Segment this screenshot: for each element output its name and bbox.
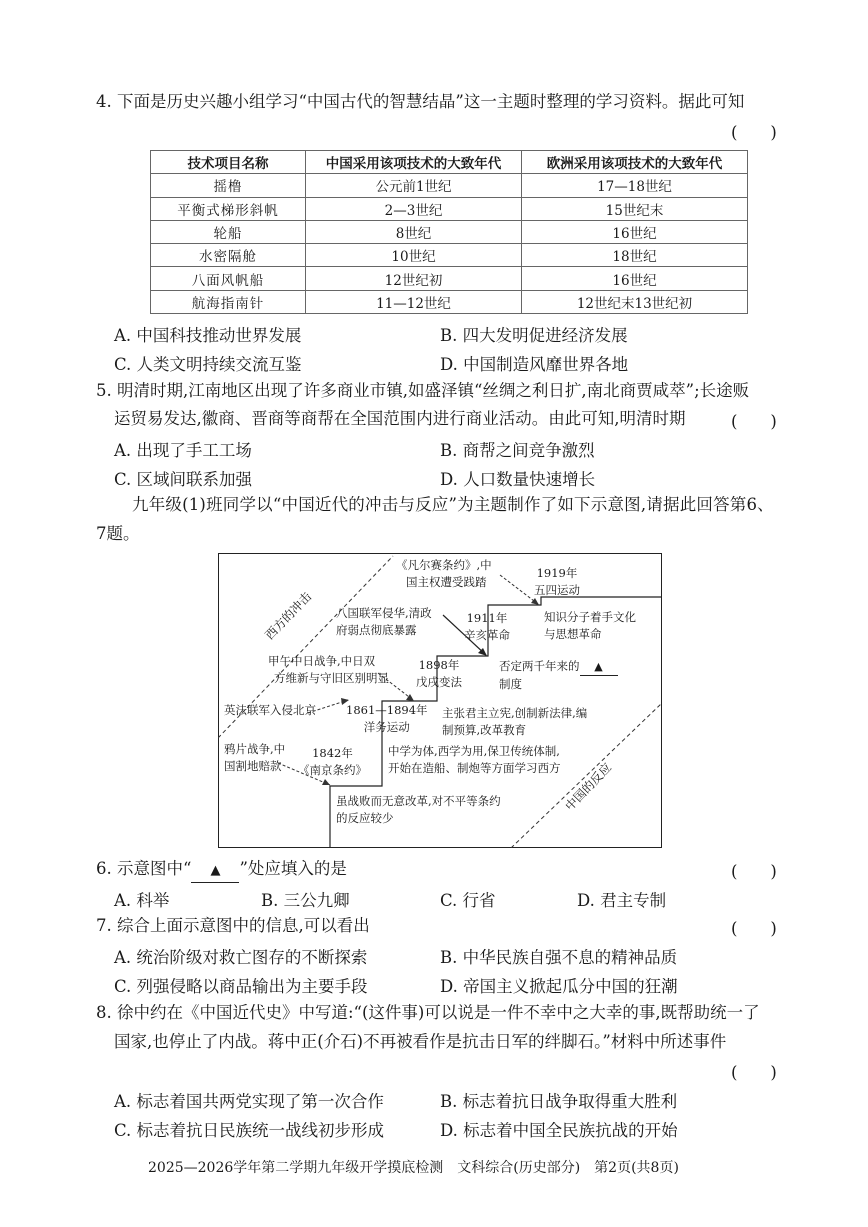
question-8-stem-line2: 国家,也停止了内战。蒋中正(介石)不再被看作是抗击日军的绊脚石。”材料中所述事件 (114, 1032, 727, 1051)
table-cell: 八面风帆船 (151, 267, 306, 290)
table-header-row (151, 151, 748, 174)
question-8-answer-bracket[interactable]: ( ) (731, 1063, 777, 1082)
china-response-label: 中国的反应 (562, 760, 615, 814)
table-row (151, 220, 748, 243)
q4-option-d[interactable]: D. 中国制造风靡世界各地 (440, 355, 629, 374)
response-1861: 中学为体,西学为用,保卫传统体制, 开始在造船、制炮等方面学习西方 (388, 744, 561, 775)
blank-marker: ▲ (191, 860, 239, 883)
table-cell: 平衡式梯形斜帆 (151, 197, 306, 220)
q4-option-b[interactable]: B. 四大发明促进经济发展 (440, 326, 628, 345)
question-4-stem: 4. 下面是历史兴趣小组学习“中国古代的智慧结晶”这一主题时整理的学习资料。据此可知 (96, 92, 745, 111)
q4-option-a[interactable]: A. 中国科技推动世界发展 (114, 326, 302, 345)
west-impact-label: 西方的冲击 (262, 589, 315, 643)
table-cell: 摇橹 (151, 174, 306, 197)
q5-option-d[interactable]: D. 人口数量快速增长 (440, 470, 596, 489)
step-1898: 1898年 戊戌变法 (416, 658, 462, 689)
q8-option-a[interactable]: A. 标志着国共两党实现了第一次合作 (114, 1092, 384, 1111)
q5-option-c[interactable]: C. 区域间联系加强 (114, 470, 253, 489)
question-4-answer-bracket[interactable]: ( ) (731, 123, 777, 142)
question-7-answer-bracket[interactable]: ( ) (731, 919, 777, 938)
impact-eight-nation: 八国联军侵华,清政 府弱点彻底暴露 (336, 606, 432, 637)
impact-response-diagram (218, 553, 662, 848)
q8-option-c[interactable]: C. 标志着抗日民族统一战线初步形成 (114, 1121, 385, 1140)
q6-option-b[interactable]: B. 三公九卿 (261, 891, 350, 910)
table-cell: 16世纪 (522, 220, 748, 243)
impact-sino-japanese-war: 甲午中日战争,中日双 方维新与守旧区别明显 (268, 654, 389, 685)
table-cell: 水密隔舱 (151, 244, 306, 267)
response-1898: 主张君主立宪,创制新法律,编 制预算,改革教育 (442, 706, 588, 737)
q7-option-d[interactable]: D. 帝国主义掀起瓜分中国的狂潮 (440, 977, 678, 996)
q6-option-d[interactable]: D. 君主专制 (577, 891, 667, 910)
diagram-intro-line2: 7题。 (96, 524, 140, 543)
impact-versailles: 《凡尔赛条约》,中 国主权遭受践踏 (396, 558, 492, 589)
step-1911: 1911年 辛亥革命 (464, 611, 510, 642)
table-row (151, 290, 748, 313)
q4-option-c[interactable]: C. 人类文明持续交流互鉴 (114, 355, 302, 374)
response-1842: 虽战败而无意改革,对不平等条约 的反应较少 (336, 794, 501, 825)
table-cell: 15世纪末 (522, 197, 748, 220)
response-1919: 知识分子着手文化 与思想革命 (544, 610, 636, 641)
q6-option-c[interactable]: C. 行省 (440, 891, 496, 910)
question-7-stem: 7. 综合上面示意图中的信息,可以看出 (96, 916, 370, 935)
question-6-answer-bracket[interactable]: ( ) (731, 862, 777, 881)
table-row (151, 197, 748, 220)
step-1842: 1842年 《南京条约》 (298, 746, 367, 777)
impact-anglo-french: 英法联军入侵北京 (224, 703, 316, 717)
question-5-answer-bracket[interactable]: ( ) (731, 412, 777, 431)
table-cell: 18世纪 (522, 244, 748, 267)
table-row (151, 267, 748, 290)
q6-option-a[interactable]: A. 科举 (114, 891, 170, 910)
question-8-stem-line1: 8. 徐中约在《中国近代史》中写道:“(这件事)可以说是一件不幸中之大幸的事,既帮助统一了 (96, 1003, 760, 1022)
table-cell: 11—12世纪 (306, 290, 522, 313)
question-5-stem-line1: 5. 明清时期,江南地区出现了许多商业市镇,如盛泽镇“丝绸之利日扩,南北商贾咸萃”;长途贩 (96, 381, 750, 400)
q7-option-a[interactable]: A. 统治阶级对救亡图存的不断探索 (114, 948, 368, 967)
q7-option-c[interactable]: C. 列强侵略以商品输出为主要手段 (114, 977, 368, 996)
impact-opium-war: 鸦片战争,中 国割地赔款 (224, 742, 286, 773)
q5-option-a[interactable]: A. 出现了手工工场 (114, 441, 252, 460)
table-header-cell: 欧洲采用该项技术的大致年代 (522, 151, 748, 174)
table-cell: 航海指南针 (151, 290, 306, 313)
question-5-stem-line2: 运贸易发达,徽商、晋商等商帮在全国范围内进行商业活动。由此可知,明清时期 (114, 409, 686, 428)
table-cell: 轮船 (151, 220, 306, 243)
table-cell: 8世纪 (306, 220, 522, 243)
question-6-stem: 6. 示意图中“ ▲ ”处应填入的是 (96, 858, 347, 883)
table-cell: 17—18世纪 (522, 174, 748, 197)
blank-marker: ▲ (580, 658, 618, 676)
table-cell: 12世纪末13世纪初 (522, 290, 748, 313)
page-footer: 2025—2026学年第二学期九年级开学摸底检测 文科综合(历史部分) 第2页(共8页) (148, 1160, 679, 1176)
step-1861-1894: 1861—1894年 洋务运动 (346, 703, 428, 734)
diagram-intro-line1: 九年级(1)班同学以“中国近代的冲击与反应”为主题制作了如下示意图,请据此回答第6、 (132, 495, 774, 514)
table-cell: 12世纪初 (306, 267, 522, 290)
q7-option-b[interactable]: B. 中华民族自强不息的精神品质 (440, 948, 678, 967)
q8-option-d[interactable]: D. 标志着中国全民族抗战的开始 (440, 1121, 678, 1140)
table-cell: 16世纪 (522, 267, 748, 290)
table-row (151, 244, 748, 267)
q8-option-b[interactable]: B. 标志着抗日战争取得重大胜利 (440, 1092, 678, 1111)
q5-option-b[interactable]: B. 商帮之间竞争激烈 (440, 441, 595, 460)
step-1919: 1919年 五四运动 (534, 566, 580, 597)
technology-comparison-table (150, 150, 748, 314)
table-header-cell: 技术项目名称 (151, 151, 306, 174)
response-1911: 否定两千年来的 ▲ 制度 (499, 658, 618, 693)
table-row (151, 174, 748, 197)
table-cell: 10世纪 (306, 244, 522, 267)
table-header-cell: 中国采用该项技术的大致年代 (306, 151, 522, 174)
table-cell: 公元前1世纪 (306, 174, 522, 197)
table-cell: 2—3世纪 (306, 197, 522, 220)
